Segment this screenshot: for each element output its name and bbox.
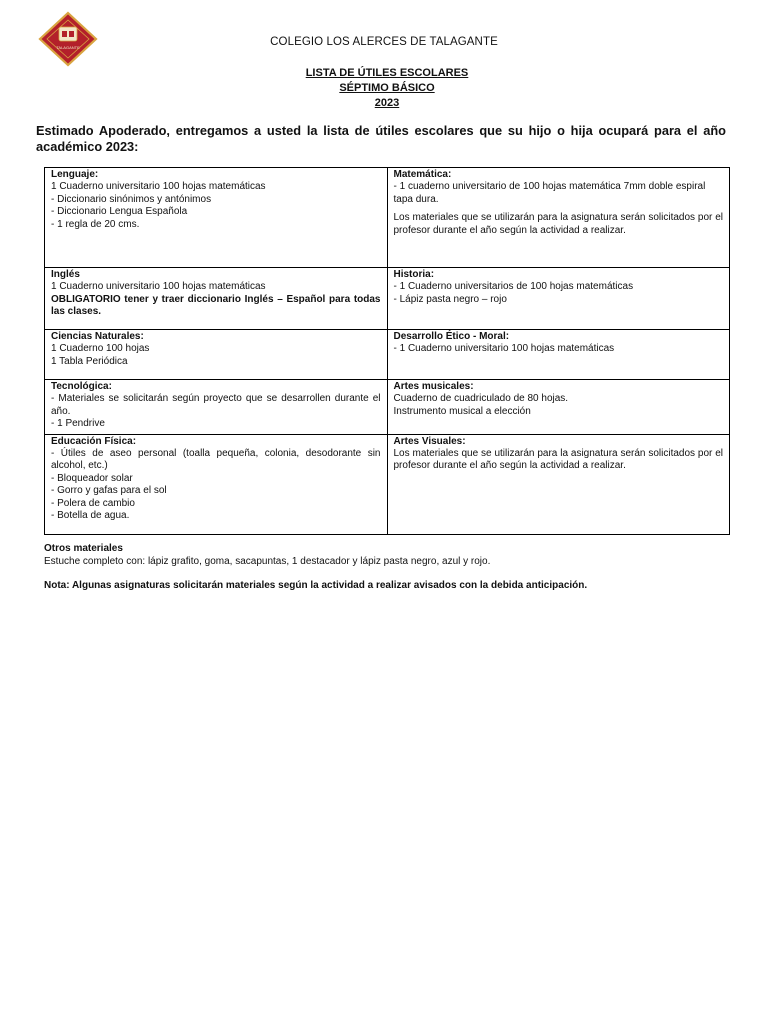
supply-item: - Bloqueador solar — [51, 472, 133, 484]
supply-item: - Lápiz pasta negro – rojo — [393, 293, 507, 305]
other-materials — [44, 543, 734, 568]
subject-title: Matemática: — [393, 169, 452, 180]
supply-item: Instrumento musical a elección — [393, 405, 531, 417]
subject-title: Artes musicales: — [393, 381, 474, 392]
subject-cell — [45, 168, 388, 268]
table-row — [45, 168, 730, 268]
subject-cell — [387, 268, 730, 330]
subject-cell — [387, 380, 730, 435]
table-row — [45, 434, 730, 534]
subject-cell — [45, 434, 388, 534]
supply-item: - 1 Cuaderno universitario 100 hojas matemáticas — [393, 343, 615, 355]
title-line: SÉPTIMO BÁSICO — [339, 82, 435, 94]
supplies-table — [44, 167, 730, 535]
supply-item: - 1 Cuaderno universitarios de 100 hojas matemáticas — [393, 281, 634, 293]
supply-item: OBLIGATORIO tener y traer diccionario Inglés – Español para todas las clases. — [51, 293, 381, 318]
supply-item: - 1 regla de 20 cms. — [51, 218, 140, 230]
other-materials-text: Estuche completo con: lápiz grafito, goma, sacapuntas, 1 destacador y lápiz pasta negro, azul y rojo. — [44, 555, 491, 567]
logo-text: TALAGANTE — [56, 45, 80, 50]
subject-cell — [45, 268, 388, 330]
supply-item: Los materiales que se utilizarán para la asignatura serán solicitados por el profesor durante el año según la actividad a realizar. — [393, 448, 723, 472]
table-row — [45, 380, 730, 435]
supply-item: 1 Tabla Periódica — [51, 355, 128, 367]
supply-item: - Botella de agua. — [51, 510, 130, 522]
title-line: LISTA DE ÚTILES ESCOLARES — [305, 67, 469, 79]
footnote: Nota: Algunas asignaturas solicitarán materiales según la actividad a realizar avisados con la debida anticipación. — [44, 580, 588, 591]
document-title — [0, 66, 768, 111]
subject-title: Inglés — [51, 269, 80, 280]
subject-title: Historia: — [393, 269, 435, 280]
supply-item: - Materiales se solicitarán según proyecto que se desarrollen durante el año. — [51, 393, 381, 417]
supply-item: - Útiles de aseo personal (toalla pequeña, colonia, desodorante sin alcohol, etc.) — [51, 448, 381, 472]
subject-title: Ciencias Naturales: — [51, 331, 144, 342]
supply-item: - Diccionario Lengua Española — [51, 206, 188, 218]
supply-item: 1 Cuaderno 100 hojas — [51, 343, 150, 355]
supply-item: - Polera de cambio — [51, 497, 135, 509]
subject-title: Tecnológica: — [51, 381, 112, 392]
subject-title: Educación Física: — [51, 435, 137, 447]
supply-item: 1 Cuaderno universitario 100 hojas matemáticas — [51, 181, 266, 193]
supply-item: 1 Cuaderno universitario 100 hojas matemáticas — [51, 281, 266, 293]
title-line: 2023 — [374, 97, 400, 109]
table-row — [45, 330, 730, 380]
supply-item: - 1 Pendrive — [51, 418, 105, 430]
subject-cell — [45, 380, 388, 435]
subject-cell — [387, 330, 730, 380]
subject-title: Desarrollo Ético - Moral: — [393, 331, 510, 342]
supply-item: - Diccionario sinónimos y antónimos — [51, 193, 212, 205]
other-materials-title: Otros materiales — [44, 543, 123, 554]
table-row — [45, 268, 730, 330]
supply-item: - Gorro y gafas para el sol — [51, 485, 167, 497]
school-name: COLEGIO LOS ALERCES DE TALAGANTE — [270, 36, 498, 48]
intro-paragraph: Estimado Apoderado, entregamos a usted la lista de útiles escolares que su hijo o hija ocupará para el año académico 2023: — [36, 123, 726, 154]
subject-cell — [45, 330, 388, 380]
subject-cell — [387, 434, 730, 534]
subject-title: Artes Visuales: — [393, 435, 466, 447]
subject-title: Lenguaje: — [51, 169, 99, 180]
supply-item: Los materiales que se utilizarán para la asignatura serán solicitados por el profesor durante el año según la actividad a realizar. — [393, 212, 723, 236]
subject-cell — [387, 168, 730, 268]
supply-item: - 1 cuaderno universitario de 100 hojas matemática 7mm doble espiral tapa dura. — [393, 181, 706, 205]
supply-item: Cuaderno de cuadriculado de 80 hojas. — [393, 393, 569, 405]
